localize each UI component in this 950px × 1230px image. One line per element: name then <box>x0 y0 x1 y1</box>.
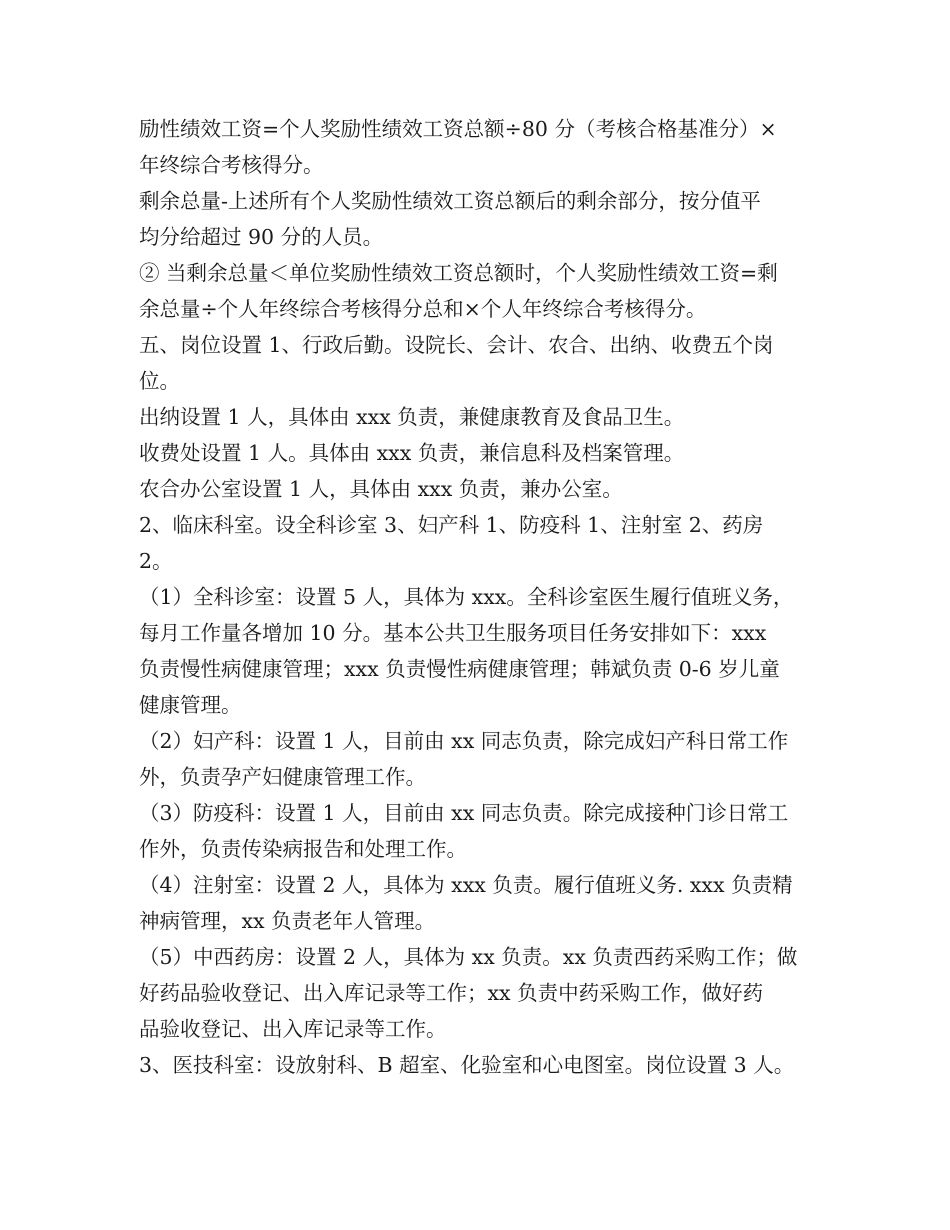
text-line: （3）防疫科：设置 1 人，目前由 xx 同志负责。除完成接种门诊日常工 <box>139 801 789 825</box>
text-line: 2。 <box>139 549 173 573</box>
text-line: （4）注射室：设置 2 人，具体为 xxx 负责。履行值班义务. xxx 负责精 <box>139 873 793 897</box>
text-line: 出纳设置 1 人，具体由 xxx 负责，兼健康教育及食品卫生。 <box>139 405 685 429</box>
text-line: 每月工作量各增加 10 分。基本公共卫生服务项目任务安排如下：xxx <box>139 621 767 645</box>
text-line: 负责慢性病健康管理；xxx 负责慢性病健康管理；韩斌负责 0-6 岁儿童 <box>139 657 780 681</box>
text-line: 2、临床科室。设全科诊室 3、妇产科 1、防疫科 1、注射室 2、药房 <box>139 513 764 537</box>
text-line: 外，负责孕产妇健康管理工作。 <box>139 765 426 789</box>
text-line: （2）妇产科：设置 1 人，目前由 xx 同志负责，除完成妇产科日常工作 <box>139 729 789 753</box>
text-line: 品验收登记、出入库记录等工作。 <box>139 1017 447 1041</box>
text-line: （1）全科诊室：设置 5 人，具体为 xxx。全科诊室医生履行值班义务， <box>139 585 794 609</box>
text-line: 3、医技科室：设放射科、B 超室、化验室和心电图室。岗位设置 3 人。 <box>139 1053 795 1077</box>
text-line: 五、岗位设置 1、行政后勤。设院长、会计、农合、出纳、收费五个岗 <box>139 333 774 357</box>
text-line: 年终综合考核得分。 <box>139 153 324 177</box>
text-line: ② 当剩余总量＜单位奖励性绩效工资总额时，个人奖励性绩效工资=剩 <box>139 261 778 285</box>
text-line: 好药品验收登记、出入库记录等工作；xx 负责中药采购工作，做好药 <box>139 981 764 1005</box>
text-line: 余总量÷个人年终综合考核得分总和×个人年终综合考核得分。 <box>139 297 707 321</box>
text-line: 励性绩效工资=个人奖励性绩效工资总额÷80 分（考核合格基准分）× <box>139 117 777 141</box>
text-line: 位。 <box>139 369 180 393</box>
text-line: 收费处设置 1 人。具体由 xxx 负责，兼信息科及档案管理。 <box>139 441 685 465</box>
text-line: 农合办公室设置 1 人，具体由 xxx 负责，兼办公室。 <box>139 477 623 501</box>
text-line: 作外，负责传染病报告和处理工作。 <box>139 837 467 861</box>
text-line: 均分给超过 90 分的人员。 <box>139 225 384 249</box>
text-line: （5）中西药房：设置 2 人，具体为 xx 负责。xx 负责西药采购工作；做 <box>139 945 798 969</box>
document-body <box>139 111 839 1083</box>
text-line: 神病管理，xx 负责老年人管理。 <box>139 909 436 933</box>
text-line: 剩余总量-上述所有个人奖励性绩效工资总额后的剩余部分，按分值平 <box>139 189 761 213</box>
text-line: 健康管理。 <box>139 693 242 717</box>
